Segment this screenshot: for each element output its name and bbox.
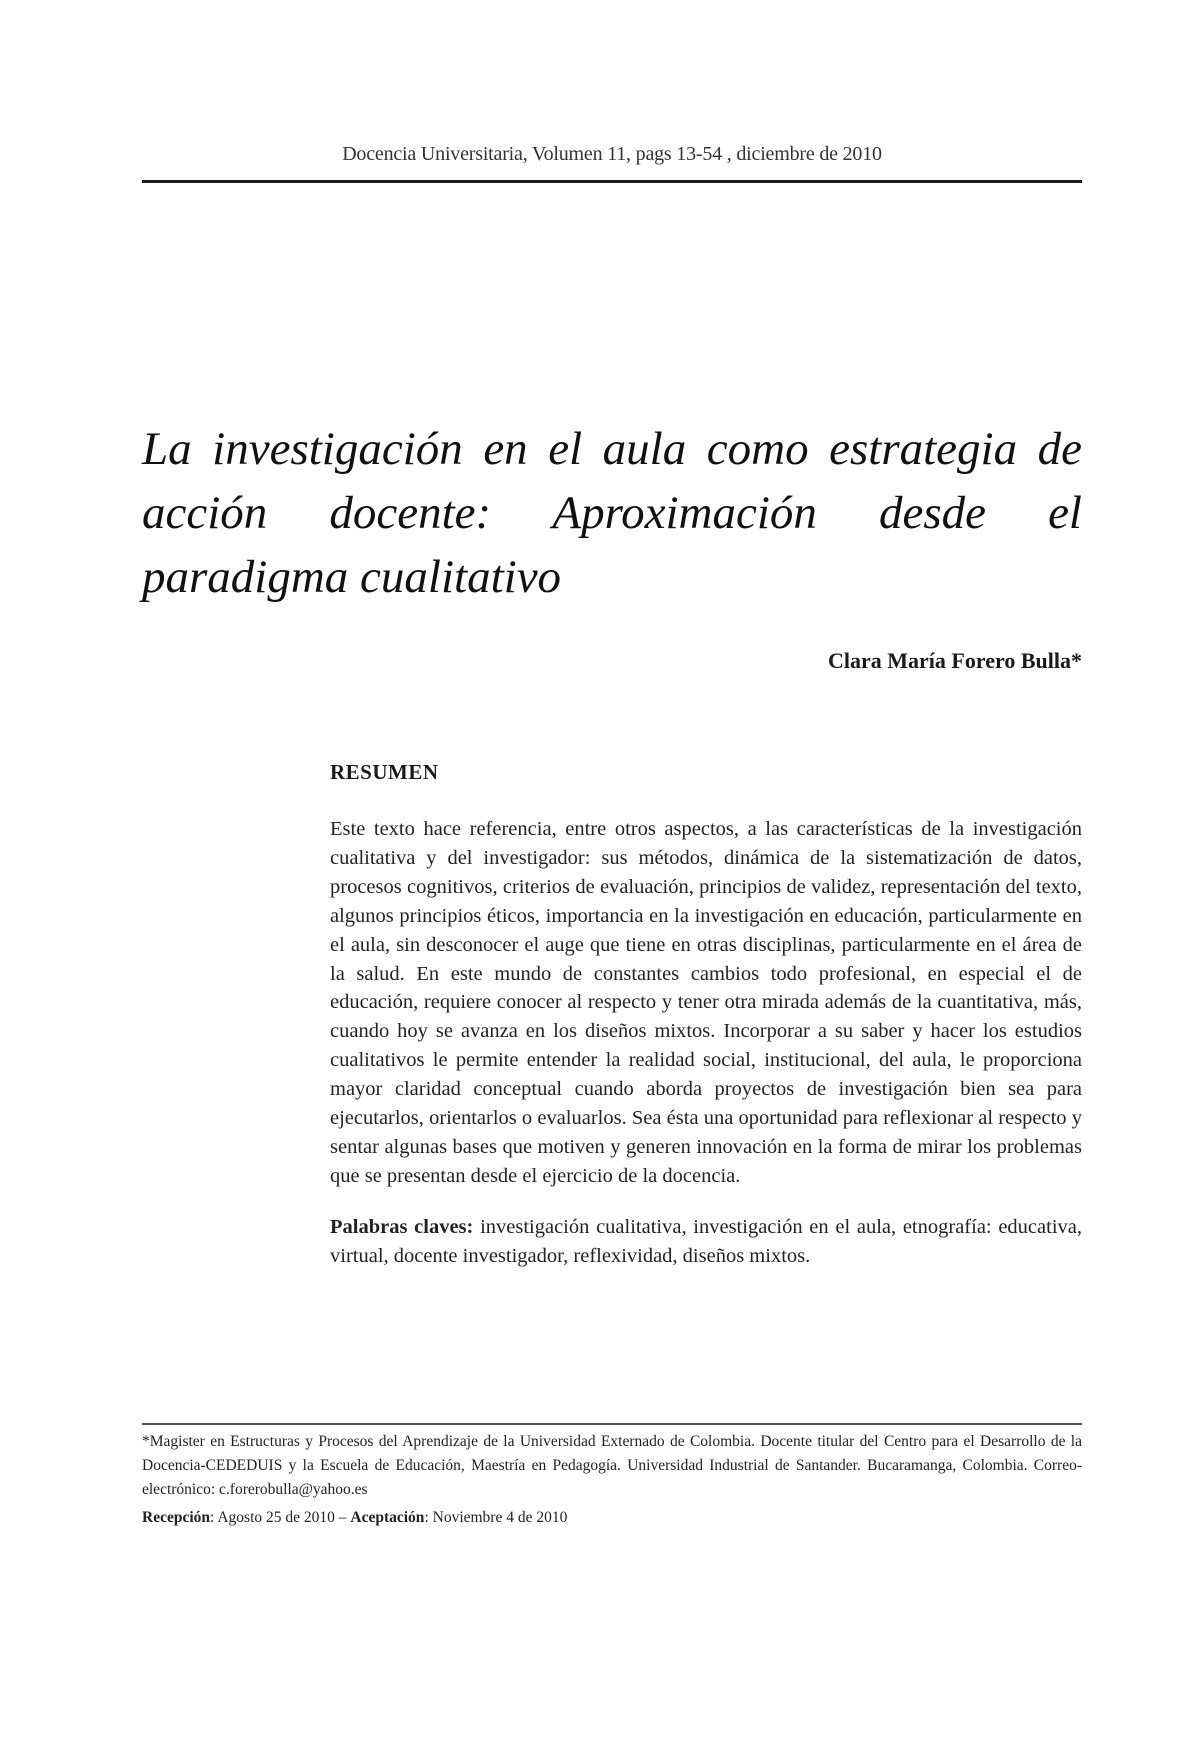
reception-date: : Agosto 25 de 2010: [210, 1509, 335, 1526]
abstract-section: [330, 760, 1082, 1271]
author-footnote: *Magister en Estructuras y Procesos del Aprendizaje de la Universidad Externado de Colombia. Docente titular del Centro para el Desarrollo de la Docencia-CEDEDUIS y la Escuela de Educación, Maestría en Pedagogía. Universidad Industrial de Santander. Bucaramanga, Colombia. Correo-electrónico: c.forerobulla@yahoo.es: [142, 1433, 1082, 1498]
keywords-label: Palabras claves:: [330, 1215, 474, 1238]
submission-dates: [142, 1509, 1082, 1527]
footnote-rule: [142, 1423, 1082, 1425]
article-title: La investigación en el aula como estrategia de acción docente: Aproximación desde el paradigma cualitativo: [142, 423, 1082, 603]
abstract-body: Este texto hace referencia, entre otros aspectos, a las características de la investigación cualitativa y del investigador: sus métodos, dinámica de la sistematización de datos, procesos cognitivos, criterios de evaluación, principios de validez, representación del texto, algunos principios éticos, importancia en la investigación en educación, particularmente en el aula, sin desconocer el auge que tiene en otras disciplinas, particularmente en el área de la salud. En este mundo de constantes cambios todo profesional, en especial el de educación, requiere conocer al respecto y tener otra mirada además de la cuantitativa, más, cuando hoy se avanza en los diseños mixtos. Incorporar a su saber y hacer los estudios cualitativos le permite entender la realidad social, institucional, del aula, le proporciona mayor claridad conceptual cuando aborda proyectos de investigación bien sea para ejecutarlos, orientarlos o evaluarlos. Sea ésta una oportunidad para reflexionar al respecto y sentar algunas bases que motiven y generen innovación en la forma de mirar los problemas que se presentan desde el ejercicio de la docencia.: [330, 818, 1082, 1187]
keywords-list: investigación cualitativa, investigación en el aula, etnografía: educativa, virtual, docente investigador, reflexividad, diseños mixtos.: [330, 1215, 1082, 1267]
dates-separator: –: [334, 1509, 351, 1526]
abstract-heading: RESUMEN: [330, 760, 439, 784]
acceptance-date: : Noviembre 4 de 2010: [424, 1509, 568, 1526]
acceptance-label: Aceptación: [350, 1509, 425, 1526]
reception-label: Recepción: [142, 1509, 211, 1526]
keywords-paragraph: [330, 1213, 1082, 1271]
author-name: Clara María Forero Bulla*: [828, 648, 1082, 673]
header-rule: [142, 180, 1082, 183]
running-header: Docencia Universitaria, Volumen 11, pags 13-54 , diciembre de 2010: [342, 143, 882, 165]
